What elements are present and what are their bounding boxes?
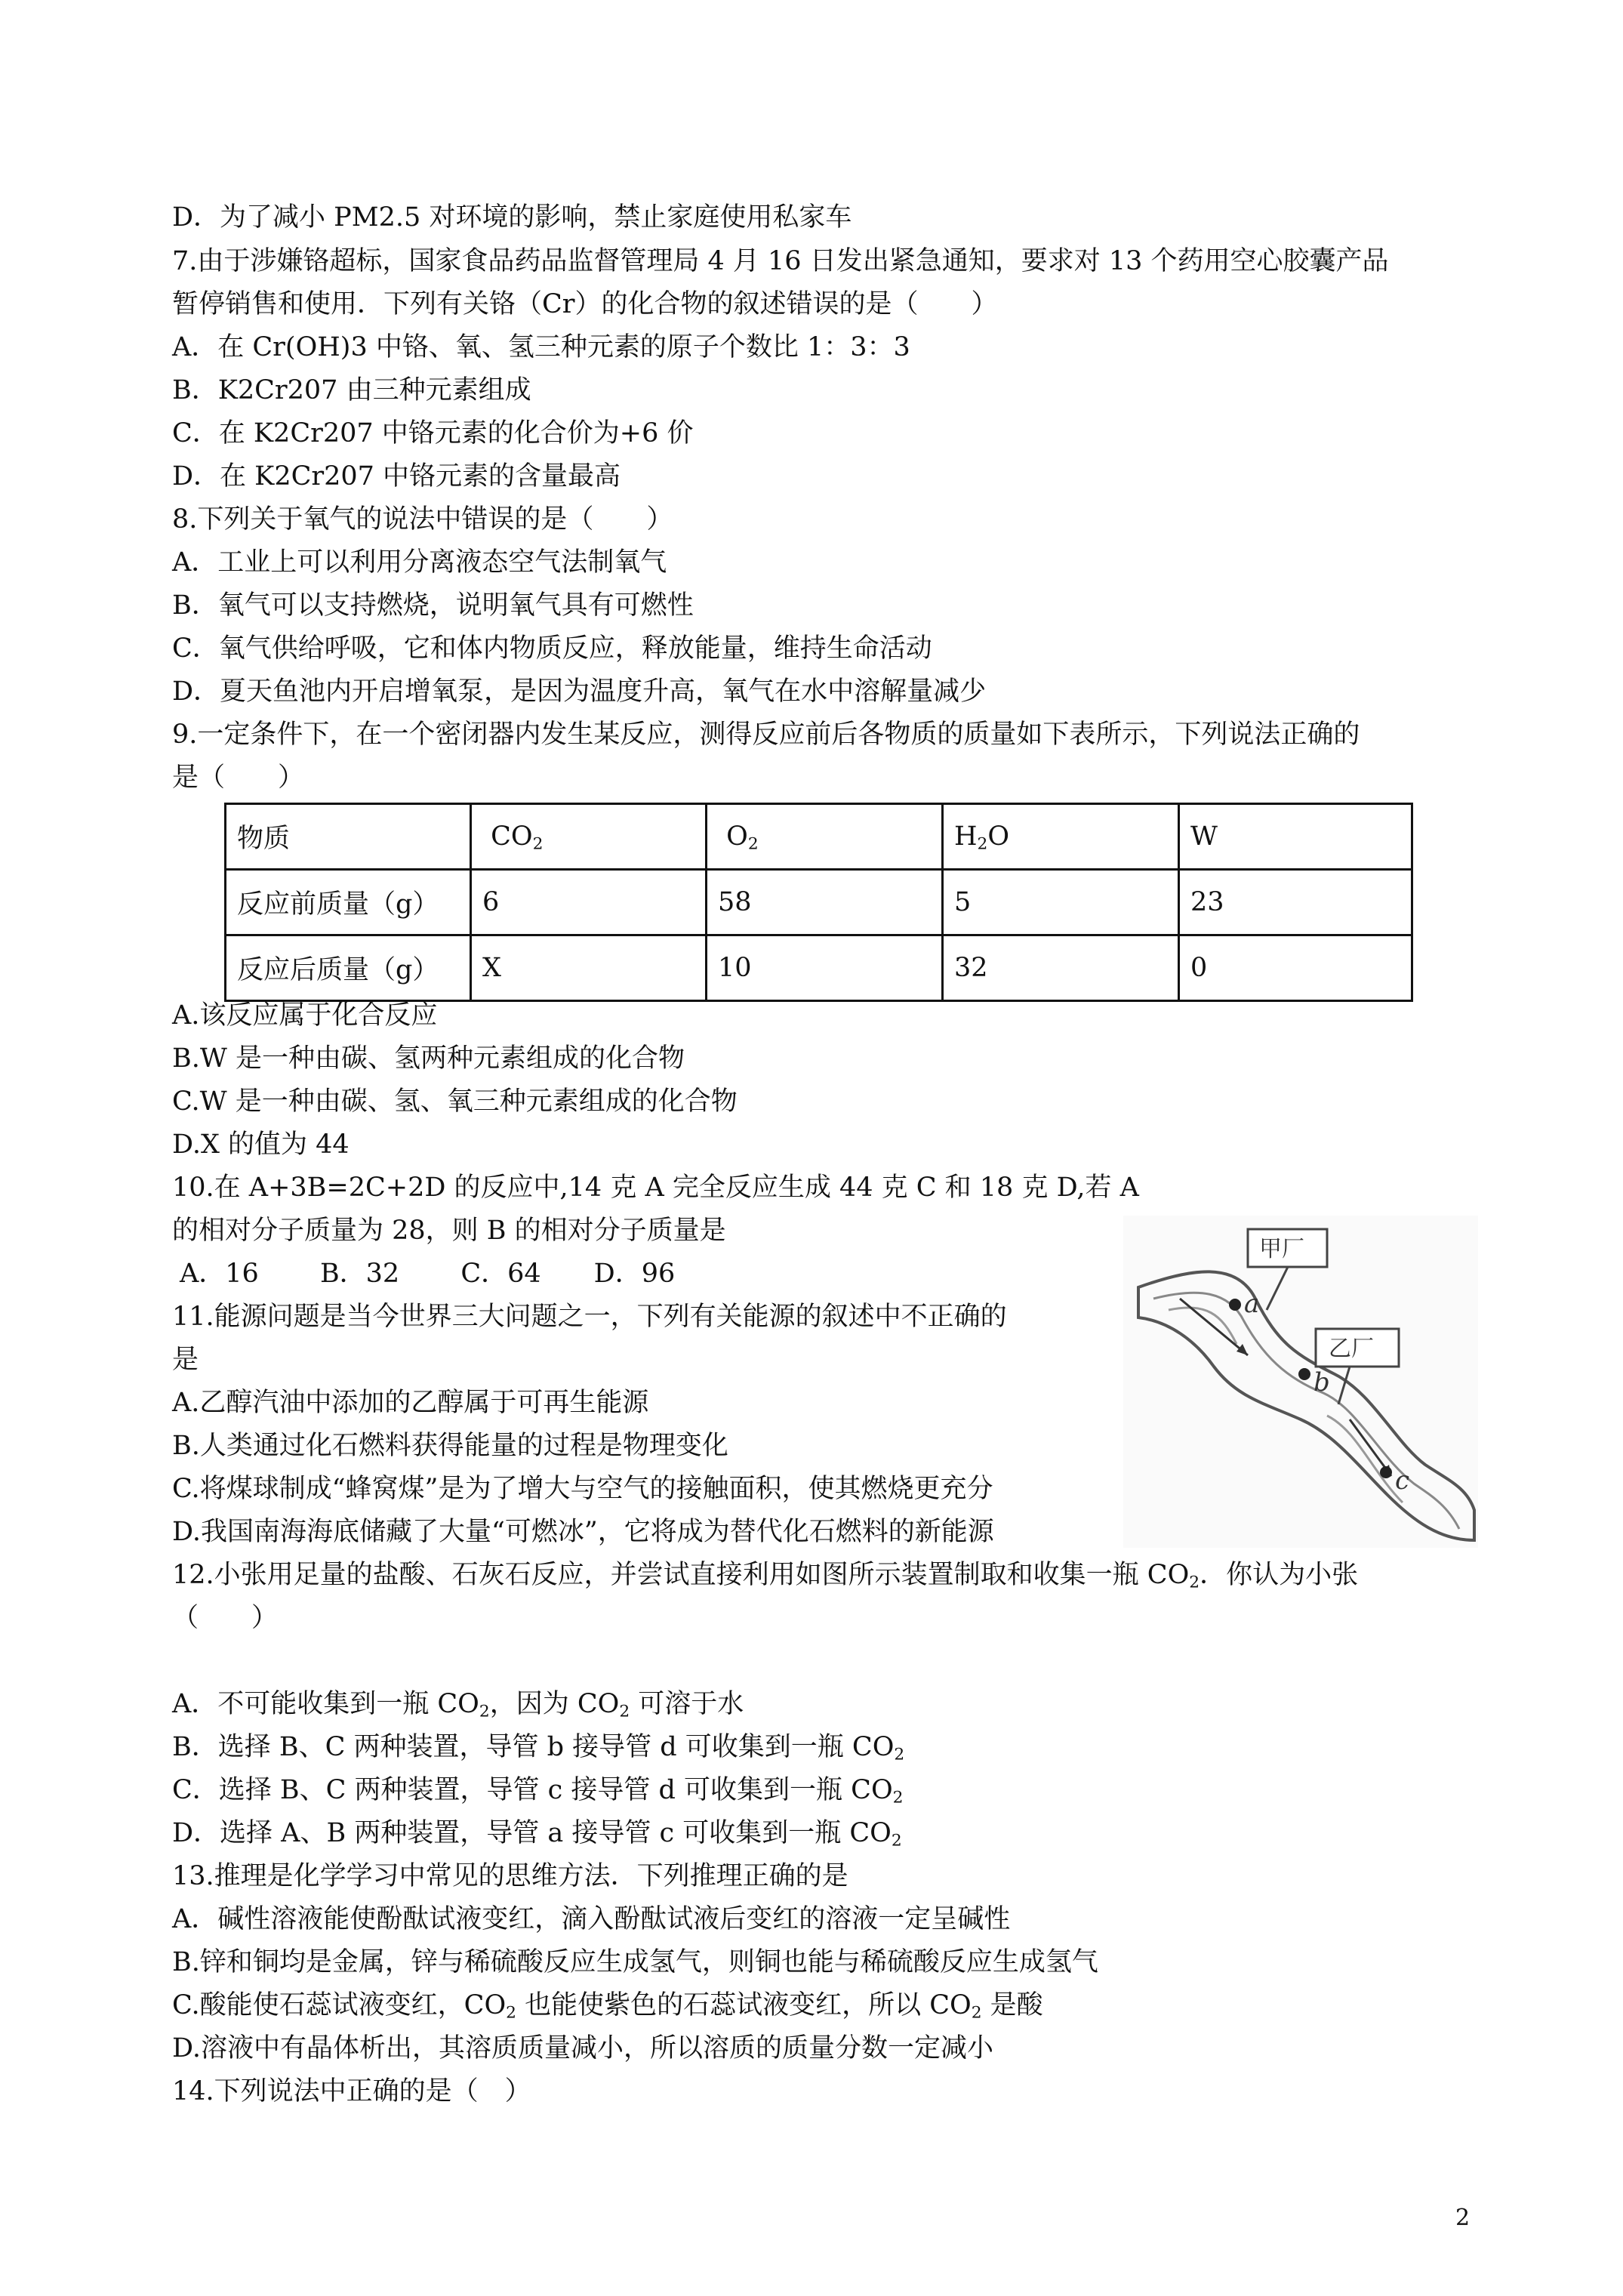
- table-cell: 0: [1179, 935, 1412, 1001]
- q13-option-d: D.溶液中有晶体析出，其溶质质量减小，所以溶质的质量分数一定减小: [172, 2033, 993, 2063]
- q7-option-a: A．在 Cr(OH)3 中铬、氧、氢三种元素的原子个数比 1：3：3: [172, 332, 910, 362]
- point-a-label: a: [1244, 1289, 1260, 1319]
- table-cell: $CO_2$: [471, 804, 707, 870]
- table-cell: 32: [943, 935, 1179, 1001]
- table-cell: W: [1179, 804, 1412, 870]
- sample-point-a: [1229, 1299, 1241, 1311]
- factory-a-label: 甲厂: [1259, 1236, 1304, 1262]
- q12-stem-cont: （ ）: [172, 1603, 279, 1633]
- q9-option-a: A.该反应属于化合反应: [172, 1000, 438, 1031]
- point-b-label: b: [1313, 1367, 1330, 1398]
- q12-option-a: A．不可能收集到一瓶 $CO_2$，因为 $CO_2$ 可溶于水: [172, 1689, 744, 1721]
- q9-option-b: B.W 是一种由碳、氢两种元素组成的化合物: [172, 1043, 685, 1074]
- table-cell: $O_2$: [707, 804, 943, 870]
- table-row: [226, 870, 1412, 935]
- page-number: 2: [1455, 2205, 1471, 2231]
- q7-option-c: C．在 K2Cr207 中铬元素的化合价为+6 价: [172, 418, 694, 448]
- mass-table: [224, 803, 1413, 1002]
- q8-option-b: B．氧气可以支持燃烧，说明氧气具有可燃性: [172, 590, 694, 621]
- q8-option-c: C．氧气供给呼吸，它和体内物质反应，释放能量，维持生命活动: [172, 633, 932, 664]
- table-cell: 23: [1179, 870, 1412, 935]
- q11-option-a: A.乙醇汽油中添加的乙醇属于可再生能源: [172, 1388, 649, 1418]
- q12-option-d: D．选择 A、B 两种装置，导管 a 接导管 c 可收集到一瓶 $CO_2$: [172, 1818, 902, 1851]
- sample-point-c: [1380, 1466, 1392, 1478]
- q11-option-b: B.人类通过化石燃料获得能量的过程是物理变化: [172, 1431, 728, 1461]
- q9-option-d: D.X 的值为 44: [172, 1130, 350, 1160]
- factory-b-label: 乙厂: [1329, 1336, 1374, 1362]
- q11-option-c: C.将煤球制成“蜂窝煤”是为了增大与空气的接触面积，使其燃烧更充分: [172, 1474, 993, 1504]
- q8-stem: 8.下列关于氧气的说法中错误的是（ ）: [172, 504, 673, 535]
- q7-stem-cont: 暂停销售和使用．下列有关铬（Cr）的化合物的叙述错误的是（ ）: [172, 289, 998, 319]
- river-factory-figure: [1123, 1216, 1478, 1548]
- sample-point-b: [1298, 1368, 1310, 1380]
- q12-option-b: B．选择 B、C 两种装置，导管 b 接导管 d 可收集到一瓶 $CO_2$: [172, 1732, 905, 1764]
- table-cell: $H_2O$: [943, 804, 1179, 870]
- table-cell: 物质: [226, 804, 471, 870]
- q7-option-d: D．在 K2Cr207 中铬元素的含量最高: [172, 461, 621, 492]
- table-cell: 58: [707, 870, 943, 935]
- q9-stem: 9.一定条件下，在一个密闭器内发生某反应，测得反应前后各物质的质量如下表所示，下列说法正确的: [172, 720, 1360, 750]
- table-cell: 反应前质量（g）: [226, 870, 471, 935]
- q6-option-d: D．为了减小 PM2.5 对环境的影响，禁止家庭使用私家车: [172, 202, 852, 233]
- q10-stem-cont: 的相对分子质量为 28，则 B 的相对分子质量是: [172, 1216, 726, 1246]
- table-header-row: [226, 804, 1412, 870]
- q14-stem: 14.下列说法中正确的是（ ）: [172, 2076, 531, 2106]
- table-row: [226, 935, 1412, 1001]
- table-cell: 反应后质量（g）: [226, 935, 471, 1001]
- q13-option-b: B.锌和铜均是金属，锌与稀硫酸反应生成氢气，则铜也能与稀硫酸反应生成氢气: [172, 1947, 1098, 1977]
- q11-option-d: D.我国南海海底储藏了大量“可燃冰”，它将成为替代化石燃料的新能源: [172, 1517, 994, 1547]
- q9-option-c: C.W 是一种由碳、氢、氧三种元素组成的化合物: [172, 1086, 738, 1117]
- q13-option-c: C.酸能使石蕊试液变红，$CO_2$ 也能使紫色的石蕊试液变红，所以 $CO_2$ 是酸: [172, 1990, 1043, 2023]
- q10-stem: 10.在 A+3B=2C+2D 的反应中,14 克 A 完全反应生成 44 克 C 和 18 克 D,若 A: [172, 1173, 1139, 1203]
- table-cell: 5: [943, 870, 1179, 935]
- q12-option-c: C．选择 B、C 两种装置，导管 c 接导管 d 可收集到一瓶 $CO_2$: [172, 1775, 904, 1808]
- q7-option-b: B．K2Cr207 由三种元素组成: [172, 375, 531, 405]
- table-cell: 6: [471, 870, 707, 935]
- table-cell: X: [471, 935, 707, 1001]
- q10-options: A．16 B．32 C．64 D．96: [180, 1259, 676, 1289]
- q9-stem-cont: 是（ ）: [172, 763, 305, 793]
- q8-option-a: A．工业上可以利用分离液态空气法制氧气: [172, 547, 667, 578]
- q8-option-d: D．夏天鱼池内开启增氧泵，是因为温度升高，氧气在水中溶解量减少: [172, 676, 987, 707]
- point-c-label: c: [1395, 1465, 1410, 1496]
- q7-stem: 7.由于涉嫌铬超标，国家食品药品监督管理局 4 月 16 日发出紧急通知，要求对 13 个药用空心胶囊产品: [172, 246, 1389, 276]
- q11-stem-cont: 是: [172, 1345, 199, 1375]
- table-cell: 10: [707, 935, 943, 1001]
- q13-option-a: A．碱性溶液能使酚酞试液变红，滴入酚酞试液后变红的溶液一定呈碱性: [172, 1904, 1011, 1934]
- q12-stem: 12.小张用足量的盐酸、石灰石反应，并尝试直接利用如图所示装置制取和收集一瓶 $CO_2$．你认为小张: [172, 1560, 1359, 1592]
- q13-stem: 13.推理是化学学习中常见的思维方法．下列推理正确的是: [172, 1861, 848, 1891]
- q11-stem: 11.能源问题是当今世界三大问题之一，下列有关能源的叙述中不正确的: [172, 1302, 1007, 1332]
